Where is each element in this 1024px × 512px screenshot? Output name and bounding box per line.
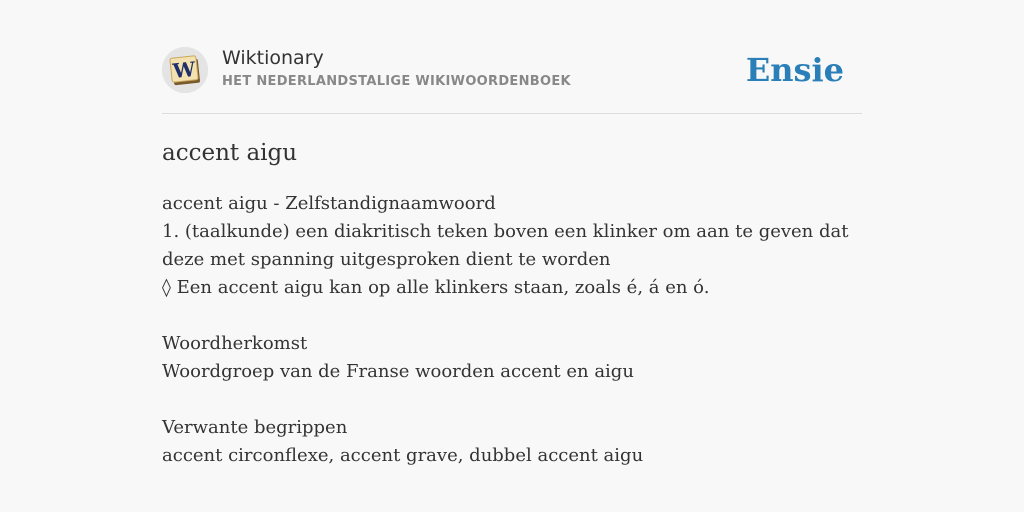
logo-letter: W: [171, 56, 197, 84]
page-title: accent aigu: [162, 140, 298, 166]
related-heading: Verwante begrippen: [162, 417, 348, 438]
ensie-brand-link[interactable]: Ensie: [745, 51, 844, 89]
site-tagline: HET NEDERLANDSTALIGE WIKIWOORDENBOEK: [222, 74, 571, 89]
headword-line: accent aigu - Zelfstandignaamwoord: [162, 193, 496, 214]
wiktionary-logo-icon[interactable]: [162, 47, 208, 93]
spacer: [162, 386, 862, 414]
entry-body: [162, 190, 862, 470]
header-divider: [162, 113, 862, 114]
related-terms: accent circonflexe, accent grave, dubbel accent aigu: [162, 445, 644, 466]
etymology-text: Woordgroep van de Franse woorden accent en aigu: [162, 361, 634, 382]
site-header: [162, 44, 862, 96]
definition-text: 1. (taalkunde) een diakritisch teken boven een klinker om aan te geven dat deze met spanning uitgesproken dient te worden: [162, 221, 849, 270]
site-name[interactable]: Wiktionary: [222, 47, 324, 69]
example-text: ◊ Een accent aigu kan op alle klinkers staan, zoals é, á en ó.: [162, 277, 710, 298]
page: [162, 0, 862, 512]
etymology-heading: Woordherkomst: [162, 333, 308, 354]
spacer: [162, 302, 862, 330]
